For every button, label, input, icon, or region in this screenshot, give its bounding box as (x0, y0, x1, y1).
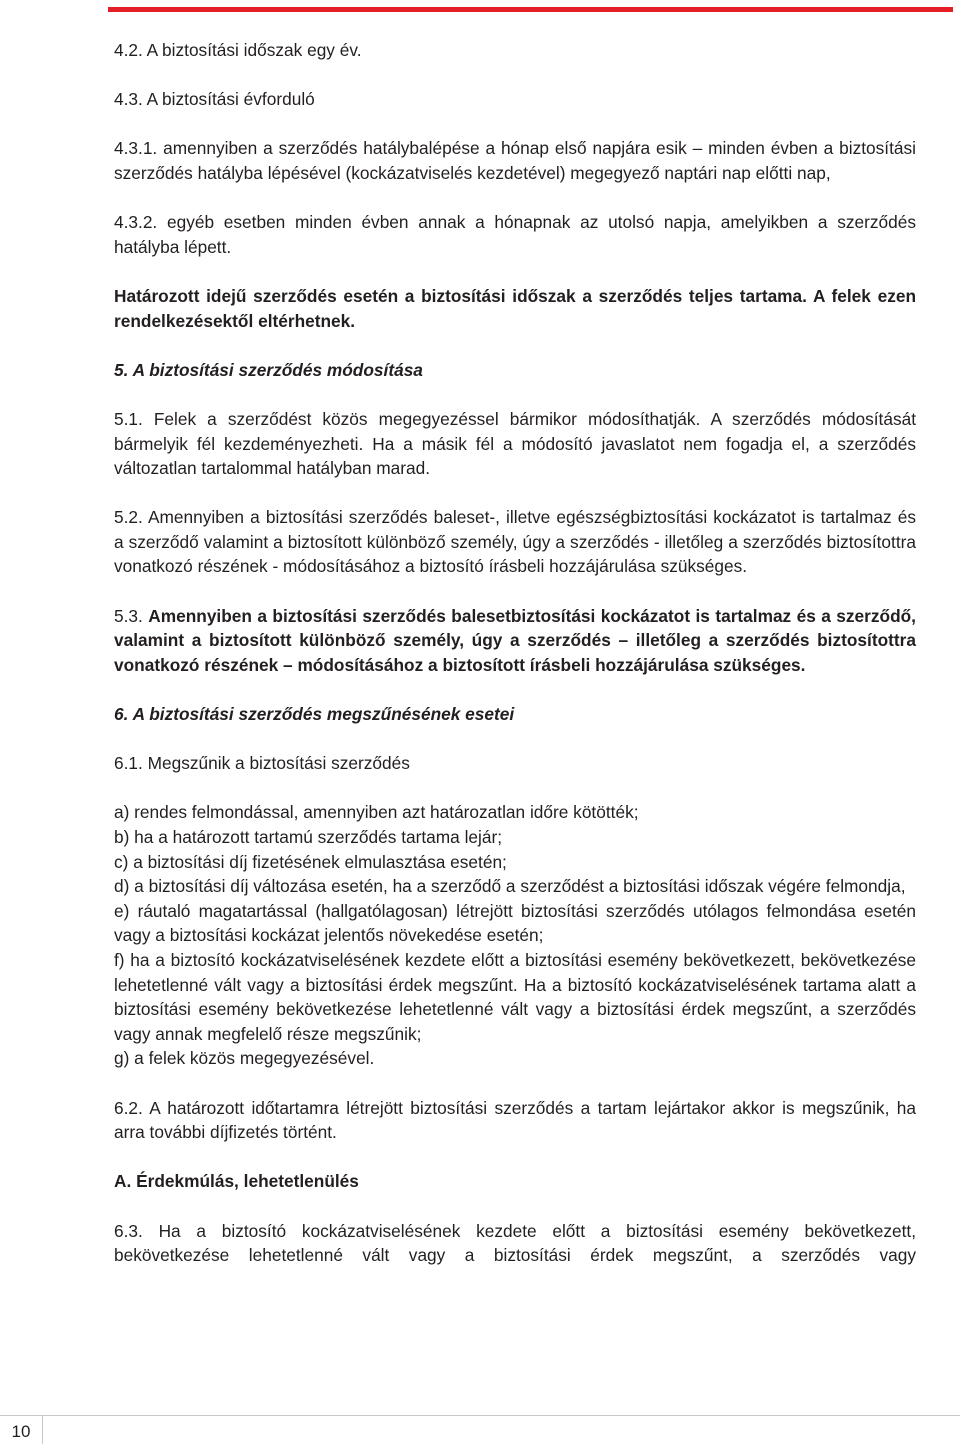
paragraph-5-3-text: Amennyiben a biztosítási szerződés balesetbiztosítási kockázatot is tartalmaz és a szerződő, valamint a biztosított különböző személy, úgy a szerződés – illetőleg a szerződés biztosítottra vonatkozó részének – módosításához a biztosított írásbeli hozzájárulása szükséges. (114, 605, 916, 675)
section-heading-a: A. Érdekmúlás, lehetetlenülés (114, 1171, 359, 1192)
paragraph-6-2: 6.2. A határozott időtartamra létrejött biztosítási szerződés a tartam lejártakor akkor is megszűnik, ha arra további díjfizetés történt. (114, 1097, 916, 1143)
paragraph-6-1: 6.1. Megszűnik a biztosítási szerződés (114, 753, 410, 774)
page-number-divider (42, 1415, 43, 1444)
list-item-e: e) ráutaló magatartással (hallgatólagosan) létrejött biztosítási szerződés utólagos felmondása esetén vagy a biztosítási kockázat jelentős növekedése esetén; (114, 900, 916, 946)
page-number: 10 (11, 1422, 31, 1441)
paragraph-5-2: 5.2. Amennyiben a biztosítási szerződés baleset-, illetve egészségbiztosítási kockázatot is tartalmaz és a szerződő valamint a biztosított különböző személy, úgy a szerződés - illetőleg a szerződés biztosítottra vonatkozó részének - módosításához a biztosító írásbeli hozzájárulása szükséges. (114, 507, 916, 577)
document-body (114, 38, 916, 1268)
list-item-f: f) ha a biztosító kockázatviselésének kezdete előtt a biztosítási esemény bekövetkezett, bekövetkezése lehetetlenné vált vagy a biztosítási érdek megszűnt. Ha a biztosító kockázatviselésének tartama alatt a biztosítási esemény bekövetkezése lehetetlenné vált vagy a biztosítási érdek megszűnt, a szerződés vagy annak megfelelő része megszűnik; (114, 949, 916, 1044)
list-item-b: b) ha a határozott tartamú szerződés tartama lejár; (114, 827, 503, 847)
list-item-a: a) rendes felmondással, amennyiben azt határozatlan időre kötötték; (114, 802, 639, 823)
paragraph-5-1: 5.1. Felek a szerződést közös megegyezéssel bármikor módosíthatják. A szerződés módosítását bármelyik fél kezdeményezheti. Ha a másik fél a módosító javaslatot nem fogadja el, a szerződés változatlan tartalommal hatályban marad. (114, 408, 916, 479)
paragraph-4-3: 4.3. A biztosítási évforduló (114, 89, 315, 110)
paragraph-4-3-1: 4.3.1. amennyiben a szerződés hatálybalépése a hónap első napjára esik – minden évben a biztosítási szerződés hatályba lépésével (kockázatviselés kezdetével) megegyező naptári nap előtti nap, (114, 138, 916, 183)
paragraph-5-3-number: 5.3. (114, 605, 143, 626)
paragraph-4-3-2: 4.3.2. egyéb esetben minden évben annak a hónapnak az utolsó napja, amelyikben a szerződés hatályba lépett. (114, 212, 916, 257)
paragraph-4-2: 4.2. A biztosítási időszak egy év. (114, 40, 362, 60)
list-item-d: d) a biztosítási díj változása esetén, ha a szerződő a szerződést a biztosítási időszak végére felmondja, (114, 876, 906, 897)
paragraph-5-3 (114, 604, 916, 678)
section-heading-6: 6. A biztosítási szerződés megszűnésének esetei (114, 704, 515, 725)
footer-divider (0, 1415, 960, 1416)
section-heading-5: 5. A biztosítási szerződés módosítása (114, 359, 423, 380)
fixed-term-note: Határozott idejű szerződés esetén a biztosítási időszak a szerződés teljes tartama. A felek ezen rendelkezésektől eltérhetnek. (114, 285, 916, 331)
list-item-c: c) a biztosítási díj fizetésének elmulasztása esetén; (114, 851, 507, 872)
top-accent-bar (108, 7, 953, 12)
list-item-g: g) a felek közös megegyezésével. (114, 1048, 375, 1069)
paragraph-6-3: 6.3. Ha a biztosító kockázatviselésének kezdete előtt a biztosítási esemény bekövetkezett, bekövetkezése lehetetlenné vált vagy a biztosítási érdek megszűnt, a szerződés vagy (114, 1220, 916, 1266)
